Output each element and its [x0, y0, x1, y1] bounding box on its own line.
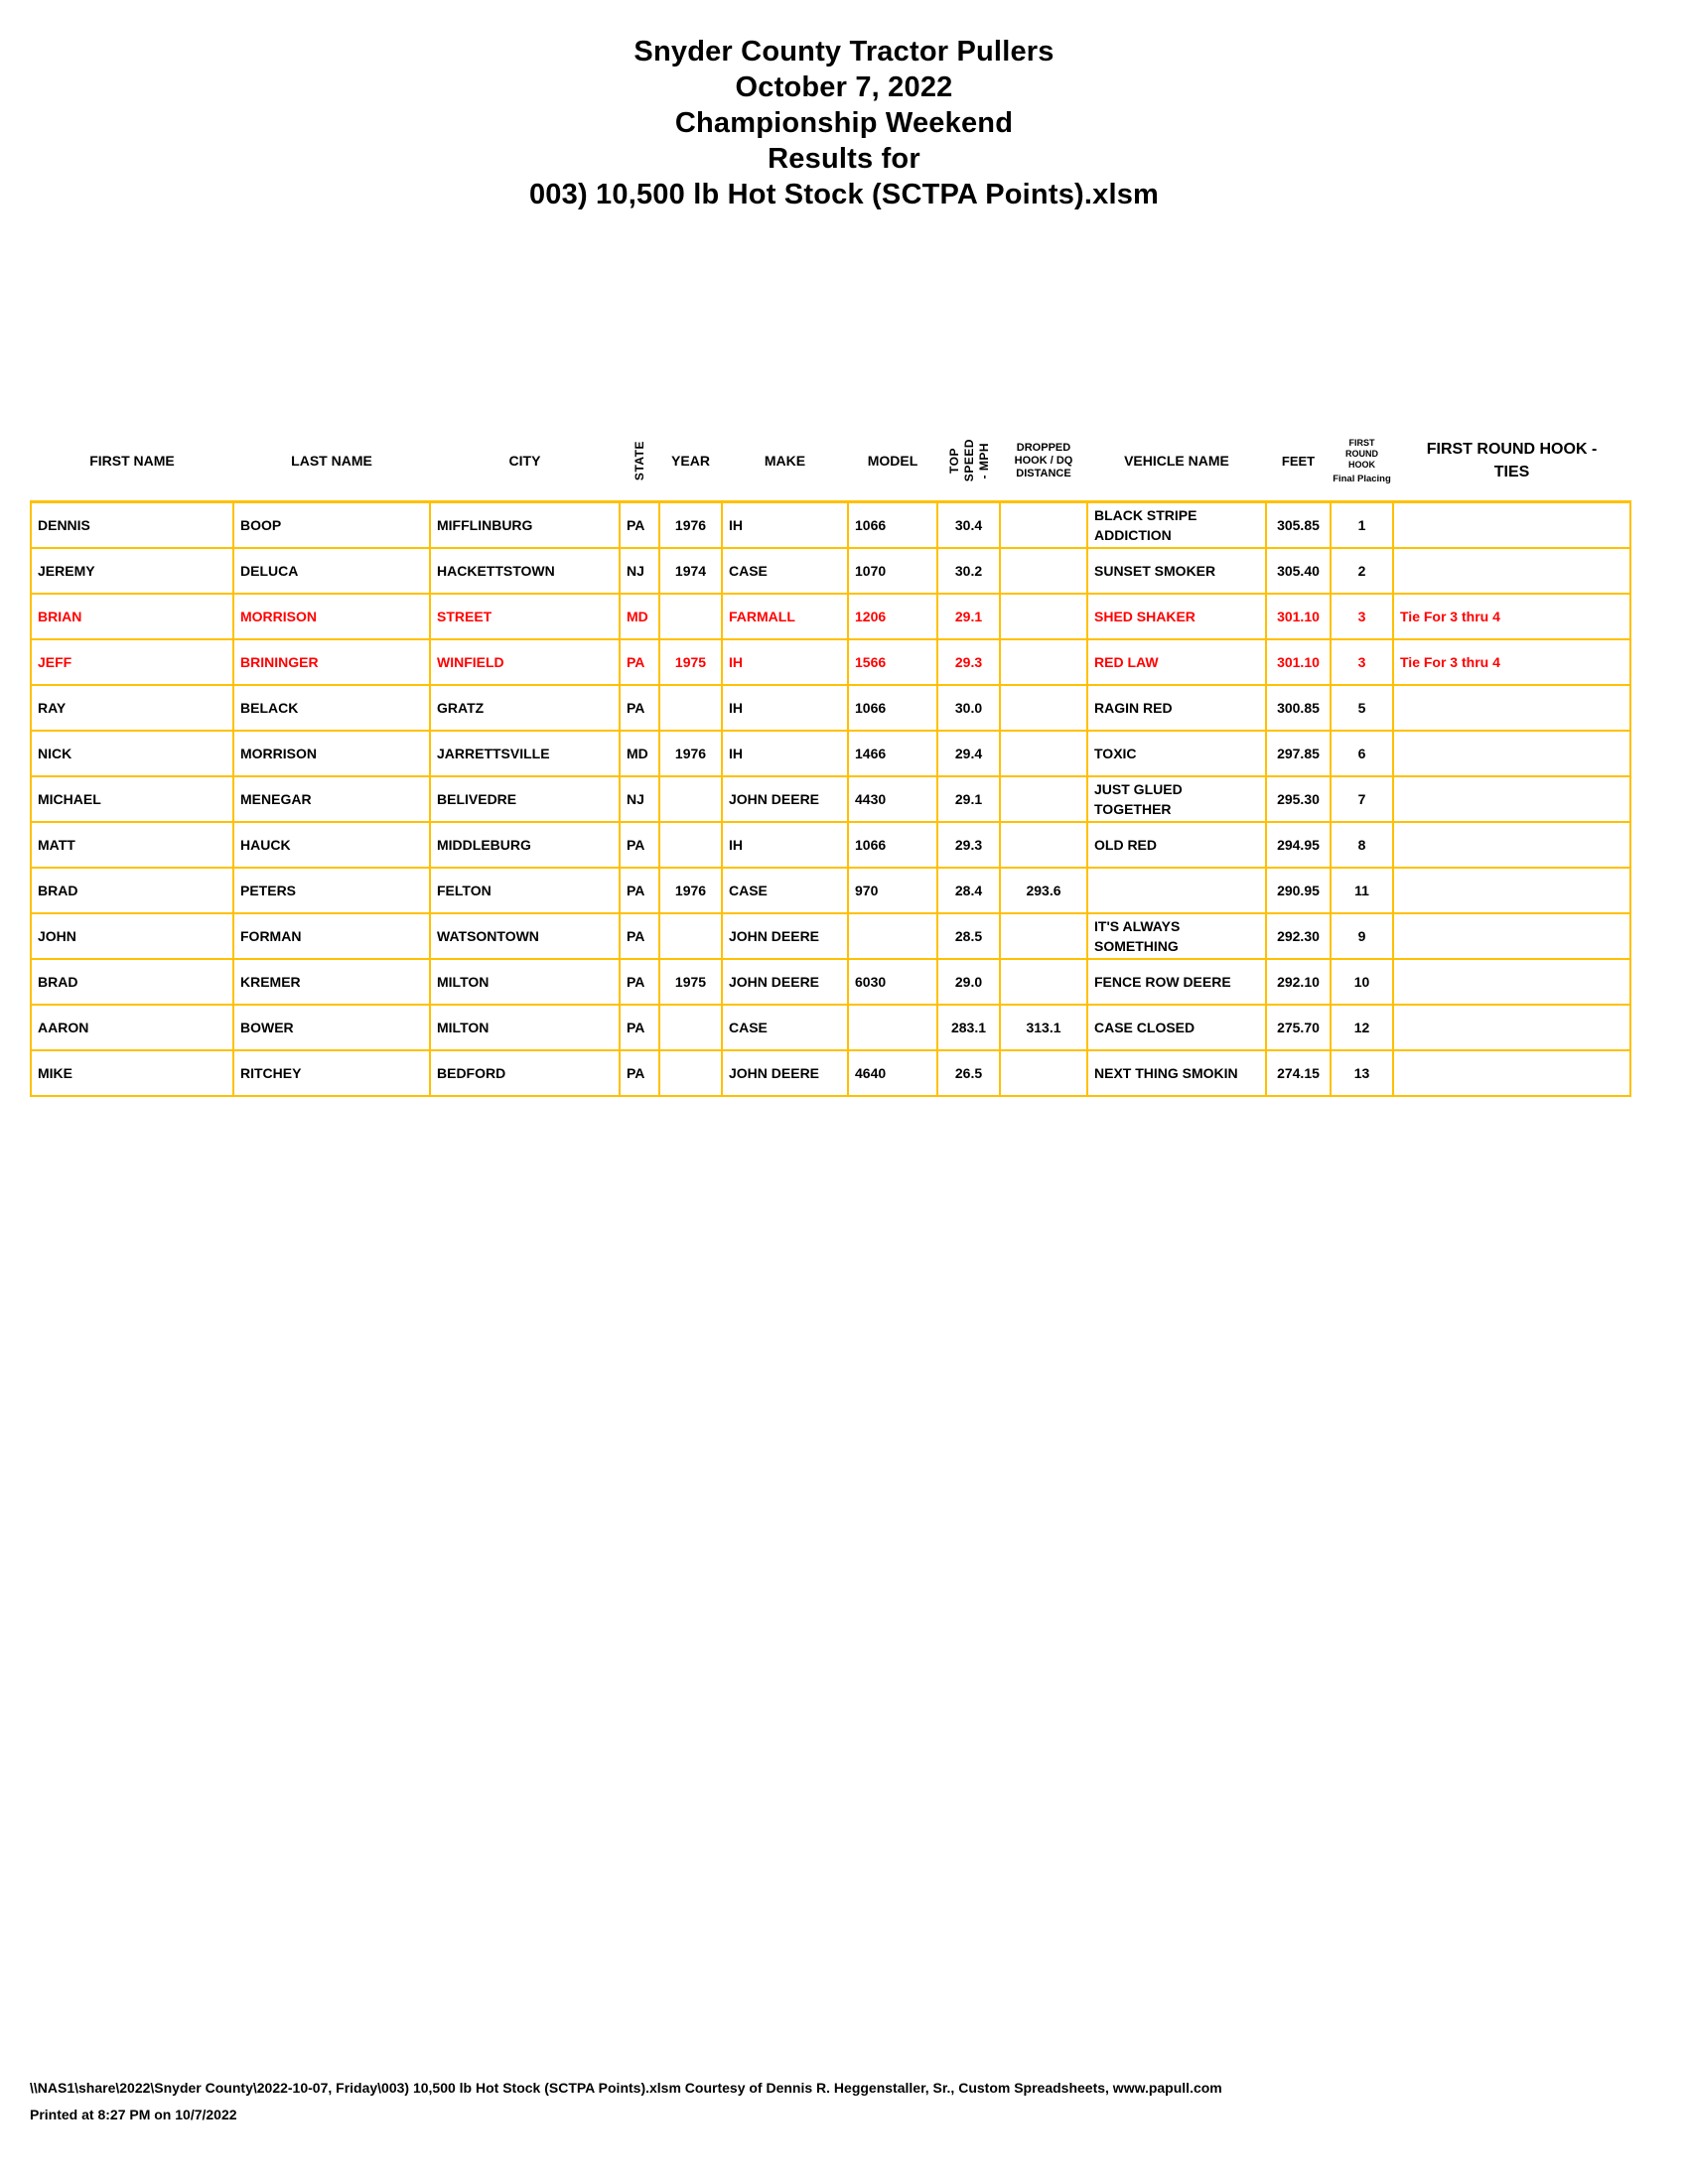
cell-last-name: DELUCA — [233, 548, 430, 594]
header-row — [31, 421, 1630, 502]
cell-first-name: DENNIS — [31, 502, 233, 549]
cell-last-name: MORRISON — [233, 594, 430, 639]
cell-state: PA — [620, 913, 659, 959]
col-header-ties — [1393, 421, 1630, 502]
cell-top-speed: 29.3 — [937, 639, 1000, 685]
cell-model — [848, 1005, 937, 1050]
cell-dropped-hook-distance — [1000, 594, 1087, 639]
table-row — [31, 639, 1630, 685]
cell-make: JOHN DEERE — [722, 776, 848, 822]
cell-last-name: HAUCK — [233, 822, 430, 868]
cell-first-name: JOHN — [31, 913, 233, 959]
cell-model: 1070 — [848, 548, 937, 594]
cell-vehicle-name: SHED SHAKER — [1087, 594, 1266, 639]
cell-last-name: BRININGER — [233, 639, 430, 685]
cell-first-round-placing: 13 — [1331, 1050, 1393, 1096]
cell-city: MILTON — [430, 959, 620, 1005]
table-row — [31, 594, 1630, 639]
cell-year — [659, 822, 722, 868]
cell-feet: 300.85 — [1266, 685, 1331, 731]
cell-first-round-placing: 3 — [1331, 594, 1393, 639]
cell-first-round-placing: 11 — [1331, 868, 1393, 913]
cell-state: MD — [620, 731, 659, 776]
cell-state: PA — [620, 1005, 659, 1050]
footer-printed-timestamp: Printed at 8:27 PM on 10/7/2022 — [30, 2107, 237, 2122]
col-header-first-round-placing — [1331, 421, 1393, 502]
cell-model: 970 — [848, 868, 937, 913]
cell-first-name: RAY — [31, 685, 233, 731]
cell-make: FARMALL — [722, 594, 848, 639]
cell-ties — [1393, 1050, 1630, 1096]
table-row — [31, 685, 1630, 731]
cell-state: NJ — [620, 776, 659, 822]
dropped-line1: DROPPED — [1016, 441, 1071, 454]
cell-top-speed: 29.1 — [937, 594, 1000, 639]
table-row — [31, 1050, 1630, 1096]
cell-year: 1975 — [659, 959, 722, 1005]
cell-year: 1974 — [659, 548, 722, 594]
state-vertical-label: STATE — [633, 440, 646, 481]
cell-first-name: NICK — [31, 731, 233, 776]
cell-dropped-hook-distance — [1000, 502, 1087, 549]
col-header-top-speed — [937, 421, 1000, 502]
cell-vehicle-name: BLACK STRIPE ADDICTION — [1087, 502, 1266, 549]
cell-first-name: JEREMY — [31, 548, 233, 594]
cell-city: BEDFORD — [430, 1050, 620, 1096]
cell-top-speed: 29.0 — [937, 959, 1000, 1005]
cell-vehicle-name: OLD RED — [1087, 822, 1266, 868]
cell-last-name: KREMER — [233, 959, 430, 1005]
cell-make: JOHN DEERE — [722, 959, 848, 1005]
dropped-line3: DISTANCE — [1016, 467, 1071, 479]
cell-ties — [1393, 776, 1630, 822]
cell-last-name: RITCHEY — [233, 1050, 430, 1096]
cell-top-speed: 283.1 — [937, 1005, 1000, 1050]
cell-vehicle-name: TOXIC — [1087, 731, 1266, 776]
cell-vehicle-name — [1087, 868, 1266, 913]
cell-city: MILTON — [430, 1005, 620, 1050]
cell-state: MD — [620, 594, 659, 639]
cell-last-name: PETERS — [233, 868, 430, 913]
cell-dropped-hook-distance — [1000, 731, 1087, 776]
cell-feet: 275.70 — [1266, 1005, 1331, 1050]
results-table — [30, 421, 1631, 1097]
cell-year — [659, 594, 722, 639]
cell-dropped-hook-distance — [1000, 548, 1087, 594]
cell-feet: 292.30 — [1266, 913, 1331, 959]
cell-city: STREET — [430, 594, 620, 639]
table-row — [31, 913, 1630, 959]
table-row — [31, 502, 1630, 549]
cell-vehicle-name: JUST GLUED TOGETHER — [1087, 776, 1266, 822]
col-header-last-name: LAST NAME — [233, 421, 430, 502]
cell-first-round-placing: 5 — [1331, 685, 1393, 731]
cell-city: BELIVEDRE — [430, 776, 620, 822]
placing-line3: Final Placing — [1333, 473, 1391, 484]
cell-dropped-hook-distance — [1000, 1050, 1087, 1096]
cell-top-speed: 30.4 — [937, 502, 1000, 549]
cell-city: HACKETTSTOWN — [430, 548, 620, 594]
cell-ties — [1393, 731, 1630, 776]
cell-model: 1066 — [848, 685, 937, 731]
cell-year: 1975 — [659, 639, 722, 685]
cell-model: 4640 — [848, 1050, 937, 1096]
cell-state: PA — [620, 1050, 659, 1096]
cell-state: PA — [620, 868, 659, 913]
cell-model — [848, 913, 937, 959]
table-row — [31, 731, 1630, 776]
table-row — [31, 868, 1630, 913]
cell-top-speed: 29.4 — [937, 731, 1000, 776]
cell-make: IH — [722, 502, 848, 549]
cell-first-round-placing: 7 — [1331, 776, 1393, 822]
top-speed-vertical-line3: - MPH — [976, 442, 991, 479]
cell-state: PA — [620, 822, 659, 868]
cell-state: PA — [620, 685, 659, 731]
cell-make: JOHN DEERE — [722, 1050, 848, 1096]
col-header-dropped-hook — [1000, 421, 1087, 502]
cell-ties — [1393, 822, 1630, 868]
col-header-year: YEAR — [659, 421, 722, 502]
results-table-body — [31, 502, 1630, 1097]
cell-top-speed: 29.1 — [937, 776, 1000, 822]
cell-feet: 295.30 — [1266, 776, 1331, 822]
cell-vehicle-name: SUNSET SMOKER — [1087, 548, 1266, 594]
cell-feet: 290.95 — [1266, 868, 1331, 913]
cell-dropped-hook-distance — [1000, 776, 1087, 822]
cell-feet: 294.95 — [1266, 822, 1331, 868]
cell-model: 1066 — [848, 822, 937, 868]
cell-model: 6030 — [848, 959, 937, 1005]
cell-dropped-hook-distance: 293.6 — [1000, 868, 1087, 913]
cell-dropped-hook-distance — [1000, 959, 1087, 1005]
cell-city: FELTON — [430, 868, 620, 913]
cell-dropped-hook-distance — [1000, 913, 1087, 959]
cell-last-name: BOOP — [233, 502, 430, 549]
cell-vehicle-name: FENCE ROW DEERE — [1087, 959, 1266, 1005]
cell-city: GRATZ — [430, 685, 620, 731]
cell-year: 1976 — [659, 868, 722, 913]
cell-first-name: BRAD — [31, 868, 233, 913]
col-header-feet: FEET — [1266, 421, 1331, 502]
cell-ties — [1393, 959, 1630, 1005]
cell-vehicle-name: CASE CLOSED — [1087, 1005, 1266, 1050]
cell-year — [659, 913, 722, 959]
placing-line2: HOOK — [1348, 459, 1375, 470]
cell-feet: 292.10 — [1266, 959, 1331, 1005]
cell-model: 4430 — [848, 776, 937, 822]
cell-make: IH — [722, 822, 848, 868]
cell-model: 1466 — [848, 731, 937, 776]
cell-make: IH — [722, 685, 848, 731]
table-row — [31, 548, 1630, 594]
cell-dropped-hook-distance — [1000, 685, 1087, 731]
cell-dropped-hook-distance — [1000, 822, 1087, 868]
table-row — [31, 1005, 1630, 1050]
cell-top-speed: 29.3 — [937, 822, 1000, 868]
cell-year — [659, 776, 722, 822]
cell-first-name: MIKE — [31, 1050, 233, 1096]
cell-city: WINFIELD — [430, 639, 620, 685]
cell-vehicle-name: IT'S ALWAYS SOMETHING — [1087, 913, 1266, 959]
cell-city: MIDDLEBURG — [430, 822, 620, 868]
cell-ties — [1393, 913, 1630, 959]
col-header-first-name: FIRST NAME — [31, 421, 233, 502]
cell-first-round-placing: 10 — [1331, 959, 1393, 1005]
cell-ties: Tie For 3 thru 4 — [1393, 639, 1630, 685]
cell-ties — [1393, 548, 1630, 594]
cell-make: IH — [722, 639, 848, 685]
cell-state: NJ — [620, 548, 659, 594]
cell-feet: 274.15 — [1266, 1050, 1331, 1096]
cell-feet: 297.85 — [1266, 731, 1331, 776]
cell-top-speed: 30.2 — [937, 548, 1000, 594]
cell-feet: 305.85 — [1266, 502, 1331, 549]
cell-last-name: MENEGAR — [233, 776, 430, 822]
cell-model: 1206 — [848, 594, 937, 639]
ties-line2: TIES — [1493, 464, 1530, 480]
page-footer — [30, 2075, 1222, 2128]
title-club-name: Snyder County Tractor Pullers — [633, 36, 1055, 68]
cell-first-round-placing: 9 — [1331, 913, 1393, 959]
col-header-state — [620, 421, 659, 502]
cell-state: PA — [620, 502, 659, 549]
cell-top-speed: 28.4 — [937, 868, 1000, 913]
col-header-city: CITY — [430, 421, 620, 502]
table-row — [31, 776, 1630, 822]
cell-state: PA — [620, 639, 659, 685]
cell-feet: 305.40 — [1266, 548, 1331, 594]
cell-year: 1976 — [659, 502, 722, 549]
cell-last-name: BOWER — [233, 1005, 430, 1050]
cell-vehicle-name: NEXT THING SMOKIN — [1087, 1050, 1266, 1096]
cell-city: JARRETTSVILLE — [430, 731, 620, 776]
cell-first-round-placing: 3 — [1331, 639, 1393, 685]
cell-last-name: FORMAN — [233, 913, 430, 959]
table-row — [31, 959, 1630, 1005]
page-title — [0, 34, 1688, 212]
cell-model: 1566 — [848, 639, 937, 685]
cell-state: PA — [620, 959, 659, 1005]
cell-first-name: JEFF — [31, 639, 233, 685]
cell-feet: 301.10 — [1266, 639, 1331, 685]
top-speed-vertical-line1: TOP — [946, 448, 961, 474]
cell-year — [659, 1050, 722, 1096]
cell-last-name: BELACK — [233, 685, 430, 731]
cell-first-round-placing: 2 — [1331, 548, 1393, 594]
cell-vehicle-name: RAGIN RED — [1087, 685, 1266, 731]
cell-year — [659, 685, 722, 731]
cell-make: CASE — [722, 548, 848, 594]
cell-first-name: MICHAEL — [31, 776, 233, 822]
cell-first-name: MATT — [31, 822, 233, 868]
top-speed-vertical-line2: SPEED — [961, 439, 976, 482]
cell-dropped-hook-distance — [1000, 639, 1087, 685]
cell-ties — [1393, 685, 1630, 731]
cell-first-name: BRIAN — [31, 594, 233, 639]
title-results-for: Results for — [768, 143, 920, 175]
table-row — [31, 822, 1630, 868]
cell-make: IH — [722, 731, 848, 776]
cell-make: JOHN DEERE — [722, 913, 848, 959]
cell-first-round-placing: 1 — [1331, 502, 1393, 549]
cell-vehicle-name: RED LAW — [1087, 639, 1266, 685]
cell-ties — [1393, 1005, 1630, 1050]
cell-first-round-placing: 12 — [1331, 1005, 1393, 1050]
cell-last-name: MORRISON — [233, 731, 430, 776]
cell-first-name: BRAD — [31, 959, 233, 1005]
title-event-name: Championship Weekend — [674, 107, 1014, 139]
ties-line1: FIRST ROUND HOOK - — [1426, 441, 1598, 458]
cell-city: WATSONTOWN — [430, 913, 620, 959]
col-header-make: MAKE — [722, 421, 848, 502]
cell-ties — [1393, 502, 1630, 549]
cell-dropped-hook-distance: 313.1 — [1000, 1005, 1087, 1050]
dropped-line2: HOOK / DQ — [1014, 454, 1073, 467]
cell-year: 1976 — [659, 731, 722, 776]
placing-line1: FIRST ROUND — [1345, 437, 1378, 459]
cell-city: MIFFLINBURG — [430, 502, 620, 549]
cell-ties — [1393, 868, 1630, 913]
cell-model: 1066 — [848, 502, 937, 549]
title-event-date: October 7, 2022 — [735, 71, 953, 103]
col-header-vehicle-name: VEHICLE NAME — [1087, 421, 1266, 502]
title-class-file: 003) 10,500 lb Hot Stock (SCTPA Points).xlsm — [528, 179, 1160, 210]
cell-make: CASE — [722, 868, 848, 913]
cell-top-speed: 30.0 — [937, 685, 1000, 731]
footer-file-path: \\NAS1\share\2022\Snyder County\2022-10-07, Friday\003) 10,500 lb Hot Stock (SCTPA Points).xlsm Courtesy of Dennis R. Heggenstaller, Sr., Custom Spreadsheets, www.papull.com — [30, 2080, 1222, 2096]
cell-top-speed: 28.5 — [937, 913, 1000, 959]
cell-first-name: AARON — [31, 1005, 233, 1050]
cell-year — [659, 1005, 722, 1050]
cell-feet: 301.10 — [1266, 594, 1331, 639]
col-header-model: MODEL — [848, 421, 937, 502]
cell-ties: Tie For 3 thru 4 — [1393, 594, 1630, 639]
cell-make: CASE — [722, 1005, 848, 1050]
cell-top-speed: 26.5 — [937, 1050, 1000, 1096]
cell-first-round-placing: 6 — [1331, 731, 1393, 776]
cell-first-round-placing: 8 — [1331, 822, 1393, 868]
